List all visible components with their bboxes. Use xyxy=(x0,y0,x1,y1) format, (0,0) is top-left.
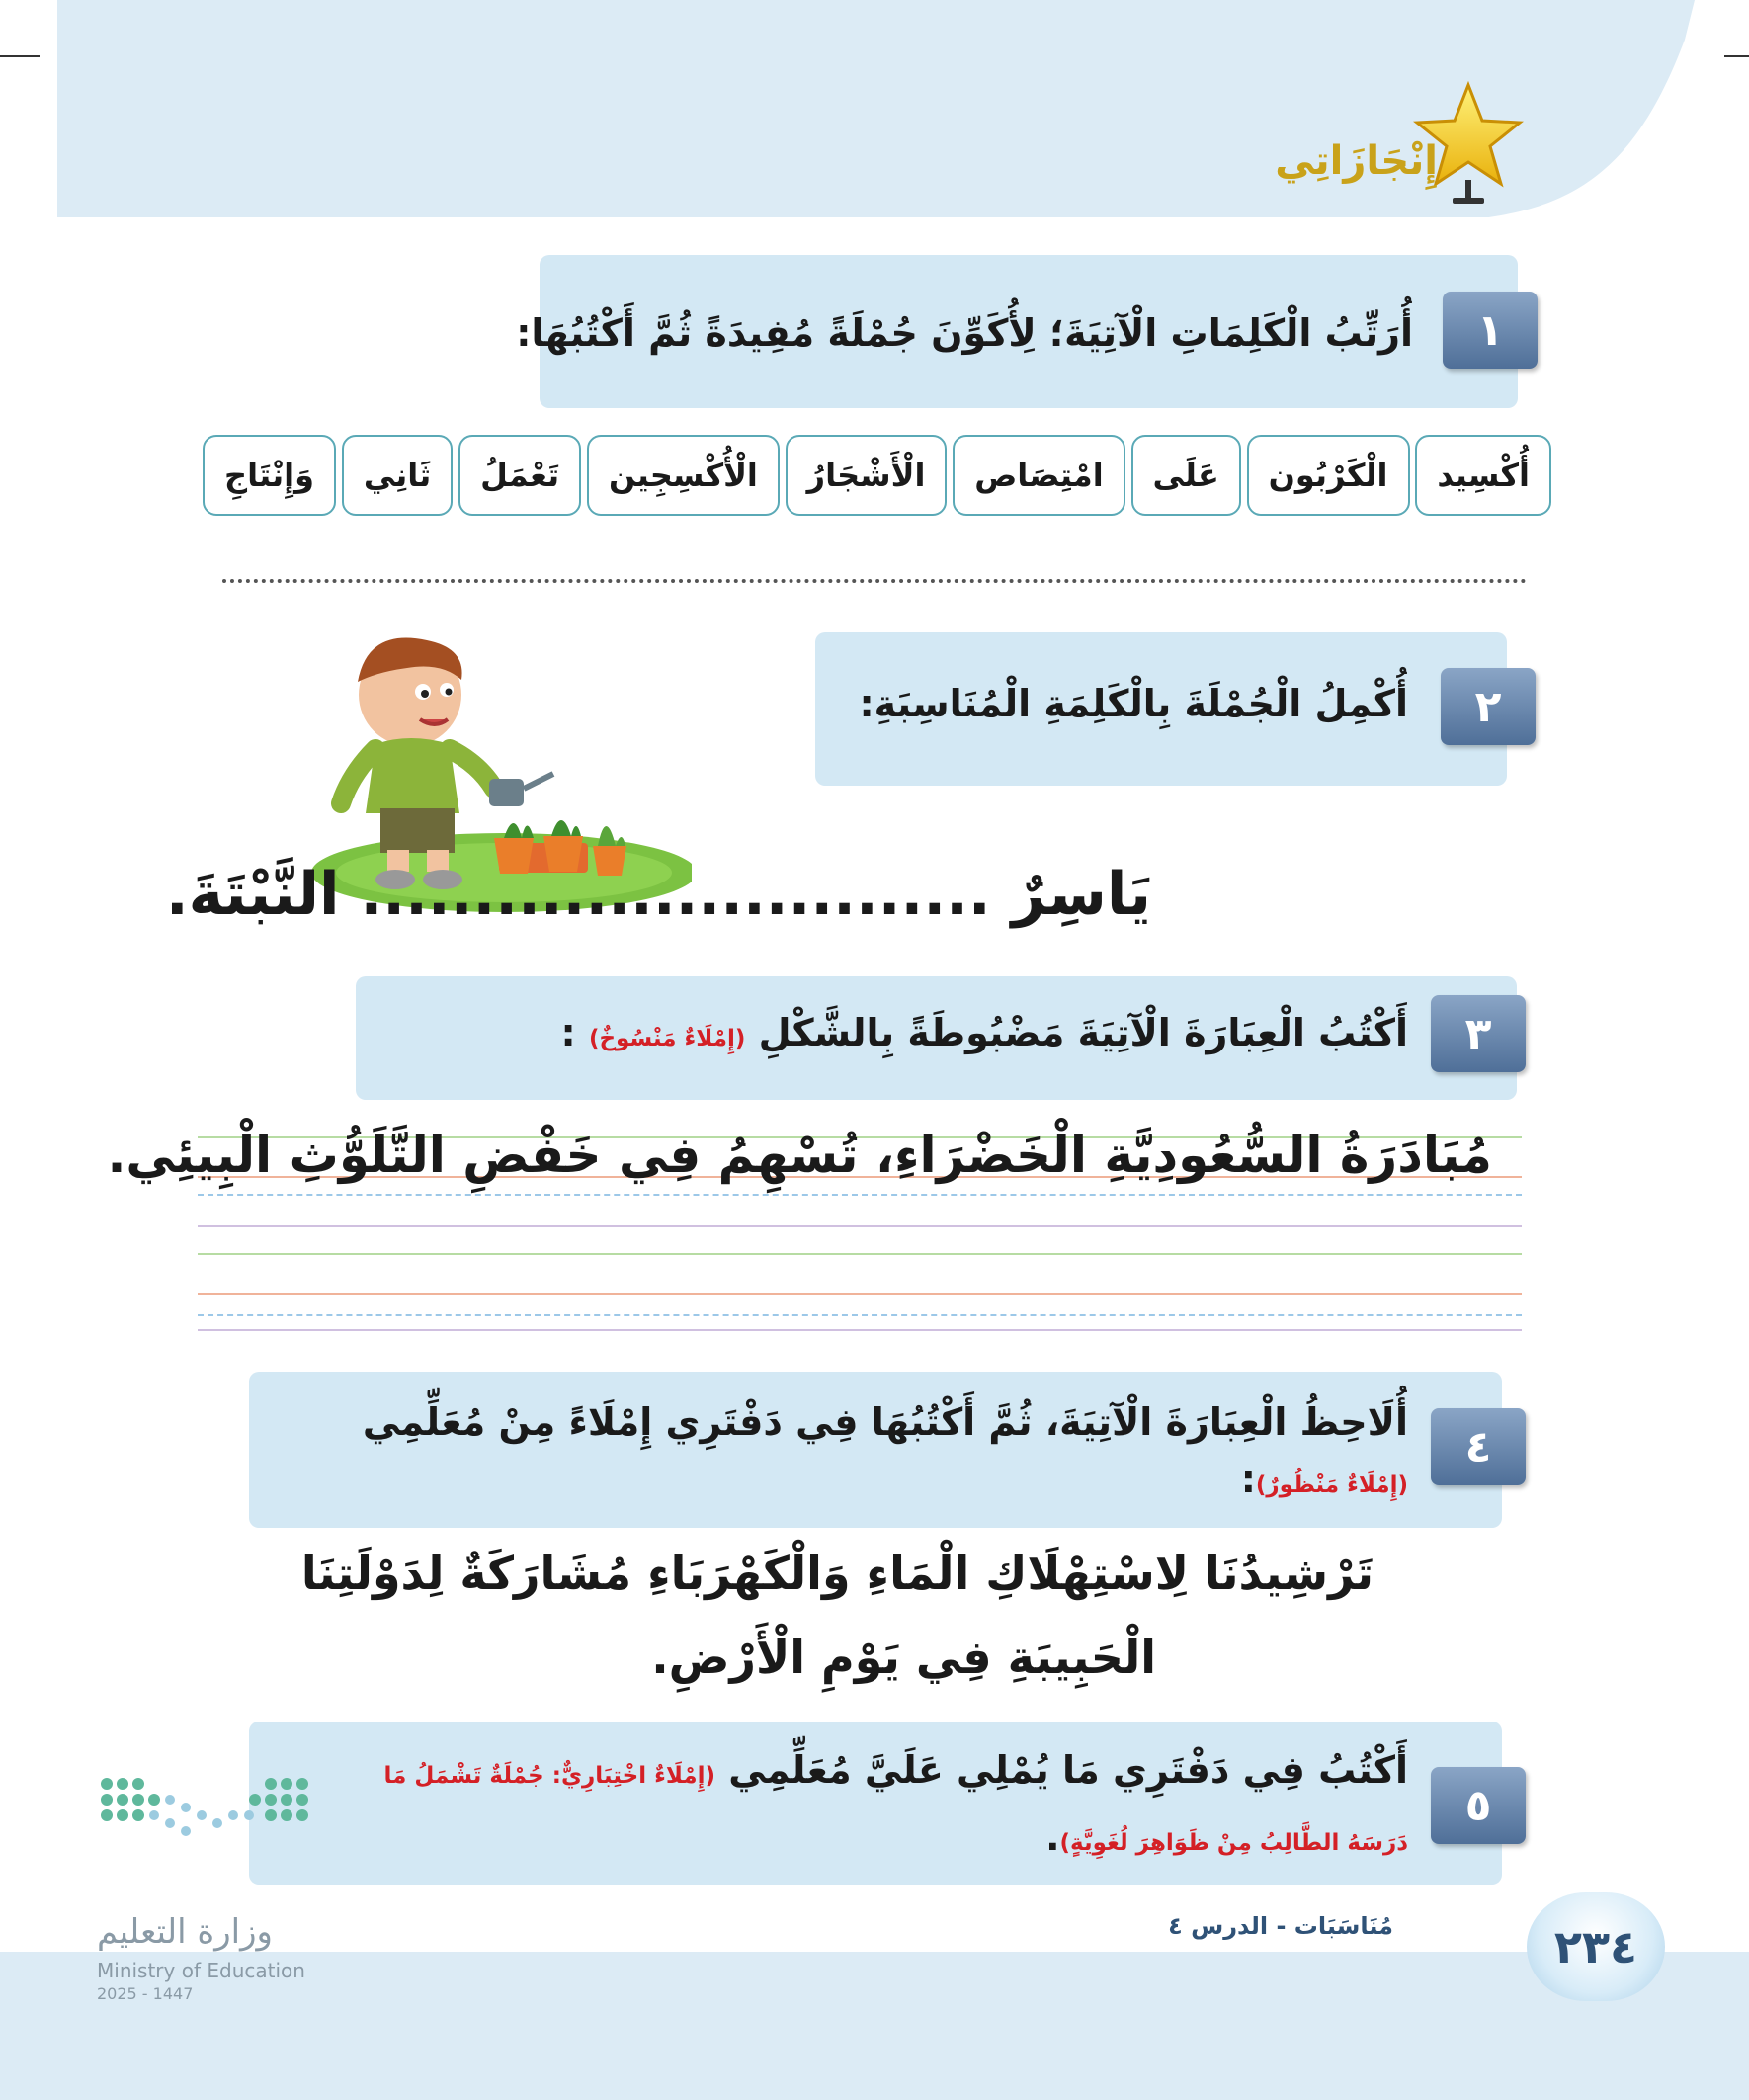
word-chip[interactable]: وَإِنْتَاجِ xyxy=(203,435,336,516)
question-3-text xyxy=(561,1011,1408,1054)
question-3-label: أَكْتُبُ الْعِبَارَةَ الْآتِيَةَ مَضْبُوطَةً بِالشَّكْلِ xyxy=(758,1011,1408,1054)
question-3-phrase: مُبَادَرَةُ السُّعُودِيَّةِ الْخَضْرَاءِ، تُسْهِمُ فِي خَفْضِ التَّلَوُّثِ الْبِيئِي. xyxy=(107,1127,1492,1184)
word-chip[interactable]: الْأَشْجَارُ xyxy=(786,435,948,516)
question-4-text xyxy=(351,1393,1408,1514)
question-2-sentence: يَاسِرٌ ............................ النَّبْتَةَ. xyxy=(165,860,1151,929)
crop-mark xyxy=(0,55,40,57)
answer-dotted-line[interactable] xyxy=(222,579,1527,583)
page-title: إِنْجَازَاتِي xyxy=(1275,138,1438,184)
word-chip[interactable]: أُكْسِيد xyxy=(1415,435,1551,516)
question-2-number: ٢ xyxy=(1441,668,1536,745)
writing-line[interactable] xyxy=(198,1293,1522,1295)
lesson-label: مُنَاسَبَات - الدرس ٤ xyxy=(1168,1912,1393,1940)
writing-line[interactable] xyxy=(198,1329,1522,1331)
guide-line xyxy=(198,1225,1522,1227)
word-chip[interactable]: امْتِصَاص xyxy=(953,435,1124,516)
ministry-name-arabic: وزارة التعليم xyxy=(97,1912,273,1952)
question-2-text: أُكْمِلُ الْجُمْلَةَ بِالْكَلِمَةِ الْمُنَاسِبَةِ: xyxy=(859,682,1408,725)
page-number: ٢٣٤ xyxy=(1527,1892,1665,2001)
question-3-number: ٣ xyxy=(1431,995,1526,1072)
question-5-note: (إِمْلَاءٌ اخْتِبَارِيٌّ: جُمْلَةٌ تَشْمَلُ مَا دَرَسَهُ الطَّالِبُ مِنْ ظَوَاهِرَ لُغَوِيَّةٍ) xyxy=(383,1763,1408,1856)
writing-line[interactable] xyxy=(198,1253,1522,1255)
question-4-line-1: تَرْشِيدُنَا لِاسْتِهْلَاكِ الْمَاءِ وَالْكَهْرَبَاءِ مُشَارَكَةٌ لِدَوْلَتِنَا xyxy=(300,1547,1374,1600)
question-5-text xyxy=(351,1739,1408,1874)
guide-line xyxy=(198,1194,1522,1196)
word-chip[interactable]: عَلَى xyxy=(1131,435,1241,516)
question-4-number: ٤ xyxy=(1431,1408,1526,1485)
ministry-logo-icon xyxy=(97,1774,314,1902)
word-chip[interactable]: الْأُكْسِجِين xyxy=(587,435,780,516)
question-5-label: أَكْتُبُ فِي دَفْتَرِي مَا يُمْلِي عَلَيَّ مُعَلِّمِي xyxy=(728,1748,1408,1792)
ministry-year: 2025 - 1447 xyxy=(97,1984,194,2003)
question-1-text: أُرَتِّبُ الْكَلِمَاتِ الْآتِيَةَ؛ لِأُكَوِّنَ جُمْلَةً مُفِيدَةً ثُمَّ أَكْتُبُهَا: xyxy=(516,311,1413,355)
word-chip[interactable]: ثَانِي xyxy=(342,435,453,516)
question-5-number: ٥ xyxy=(1431,1767,1526,1844)
word-chip[interactable]: تَعْمَلُ xyxy=(458,435,581,516)
question-5-period: . xyxy=(1045,1815,1060,1859)
question-3-colon: : xyxy=(560,1011,576,1054)
question-4-line-2: الْحَبِيبَةِ فِي يَوْمِ الْأَرْضِ. xyxy=(651,1631,1156,1684)
question-4-label: أُلَاحِظُ الْعِبَارَةَ الْآتِيَةَ، ثُمَّ أَكْتُبُهَا فِي دَفْتَرِي إِمْلَاءً مِنْ مُعَلِّمِي xyxy=(362,1400,1408,1444)
ministry-name-english: Ministry of Education xyxy=(97,1959,305,1982)
question-3-note: (إِمْلَاءٌ مَنْسُوخٌ) xyxy=(588,1026,746,1051)
writing-line[interactable] xyxy=(198,1314,1522,1316)
word-chips xyxy=(203,435,1551,518)
question-4-colon: : xyxy=(1240,1458,1256,1501)
question-1-number: ١ xyxy=(1443,292,1538,369)
question-4-note: (إِمْلَاءٌ مَنْظُورٌ) xyxy=(1255,1472,1408,1498)
word-chip[interactable]: الْكَرْبُون xyxy=(1247,435,1410,516)
